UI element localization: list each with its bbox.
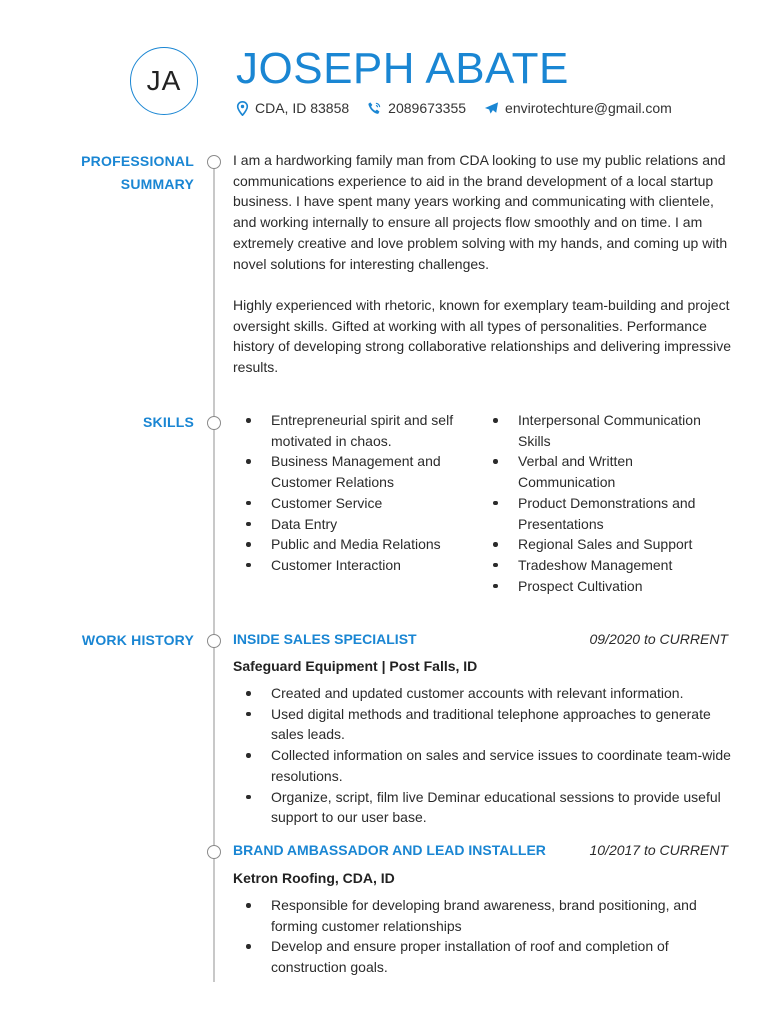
job-title: INSIDE SALES SPECIALIST xyxy=(233,631,417,647)
job-company: Safeguard Equipment | Post Falls, ID xyxy=(233,658,478,674)
skill-item: Product Demonstrations and Presentations xyxy=(480,493,730,534)
skill-item: Customer Service xyxy=(233,493,478,514)
timeline-node-summary xyxy=(207,155,221,169)
skill-item: Data Entry xyxy=(233,514,478,535)
section-title-summary-line1: PROFESSIONAL xyxy=(81,153,194,169)
section-title-work-history: WORK HISTORY xyxy=(81,632,194,648)
job-bullets xyxy=(233,895,733,978)
skill-item: Public and Media Relations xyxy=(233,534,478,555)
section-title-summary-line2: SUMMARY xyxy=(120,176,194,192)
skill-item: Verbal and Written Communication xyxy=(480,451,730,492)
timeline-node-job-1 xyxy=(207,634,221,648)
job-dates: 09/2020 to CURRENT xyxy=(589,631,728,647)
timeline-node-skills xyxy=(207,416,221,430)
contact-location xyxy=(236,100,349,116)
skills-list-right xyxy=(480,410,730,596)
job-bullet: Organize, script, film live Deminar educational sessions to provide useful support to our user base. xyxy=(233,787,733,828)
skill-item: Business Management and Customer Relations xyxy=(233,451,478,492)
summary-paragraph-1: I am a hardworking family man from CDA looking to use my public relations and communications experience to aid in the brand development of a local startup business. I have spent many years working and communicating with clientele, and working internally to ensure all projects flow smoothly and on time. I am extremely creative and love problem solving with my hands, and coming up with novel solutions for interesting challenges. xyxy=(233,152,728,272)
phone-icon xyxy=(367,101,382,116)
skill-item: Customer Interaction xyxy=(233,555,478,576)
monogram-initials: JA xyxy=(146,65,182,96)
monogram-badge xyxy=(130,47,198,115)
section-title-skills: SKILLS xyxy=(143,414,194,430)
skill-item: Interpersonal Communication Skills xyxy=(480,410,730,451)
contact-email xyxy=(484,100,672,116)
candidate-name: JOSEPH ABATE xyxy=(236,44,569,93)
paper-plane-icon xyxy=(484,101,499,115)
email-text: envirotechture@gmail.com xyxy=(505,100,672,116)
skill-item: Regional Sales and Support xyxy=(480,534,730,555)
skill-item: Entrepreneurial spirit and self motivated in chaos. xyxy=(233,410,478,451)
job-bullet: Collected information on sales and service issues to coordinate team-wide resolutions. xyxy=(233,745,733,786)
location-text: CDA, ID 83858 xyxy=(255,100,350,116)
timeline-node-job-2 xyxy=(207,845,221,859)
contact-bar xyxy=(236,98,690,118)
skills-list-left xyxy=(233,410,478,576)
job-company: Ketron Roofing, CDA, ID xyxy=(233,870,395,886)
section-title-summary xyxy=(81,150,194,196)
job-bullet: Develop and ensure proper installation of roof and completion of construction goals. xyxy=(233,936,733,977)
skill-item: Tradeshow Management xyxy=(480,555,730,576)
job-dates: 10/2017 to CURRENT xyxy=(589,842,728,858)
job-title: BRAND AMBASSADOR AND LEAD INSTALLER xyxy=(233,842,546,858)
skill-item: Prospect Cultivation xyxy=(480,576,730,597)
summary-paragraph-2: Highly experienced with rhetoric, known for exemplary team-building and project oversight skills. Gifted at working with all types of personalities. Performance history of developing strong collaborative relationships and delivering impressive results. xyxy=(233,297,732,376)
job-bullet: Created and updated customer accounts with relevant information. xyxy=(233,683,733,704)
phone-text: 2089673355 xyxy=(388,100,467,116)
job-bullet: Responsible for developing brand awareness, brand positioning, and forming customer relationships xyxy=(233,895,733,936)
contact-phone xyxy=(367,100,466,116)
map-pin-icon xyxy=(236,101,249,116)
job-bullets xyxy=(233,683,733,828)
job-bullet: Used digital methods and traditional telephone approaches to generate sales leads. xyxy=(233,704,733,745)
